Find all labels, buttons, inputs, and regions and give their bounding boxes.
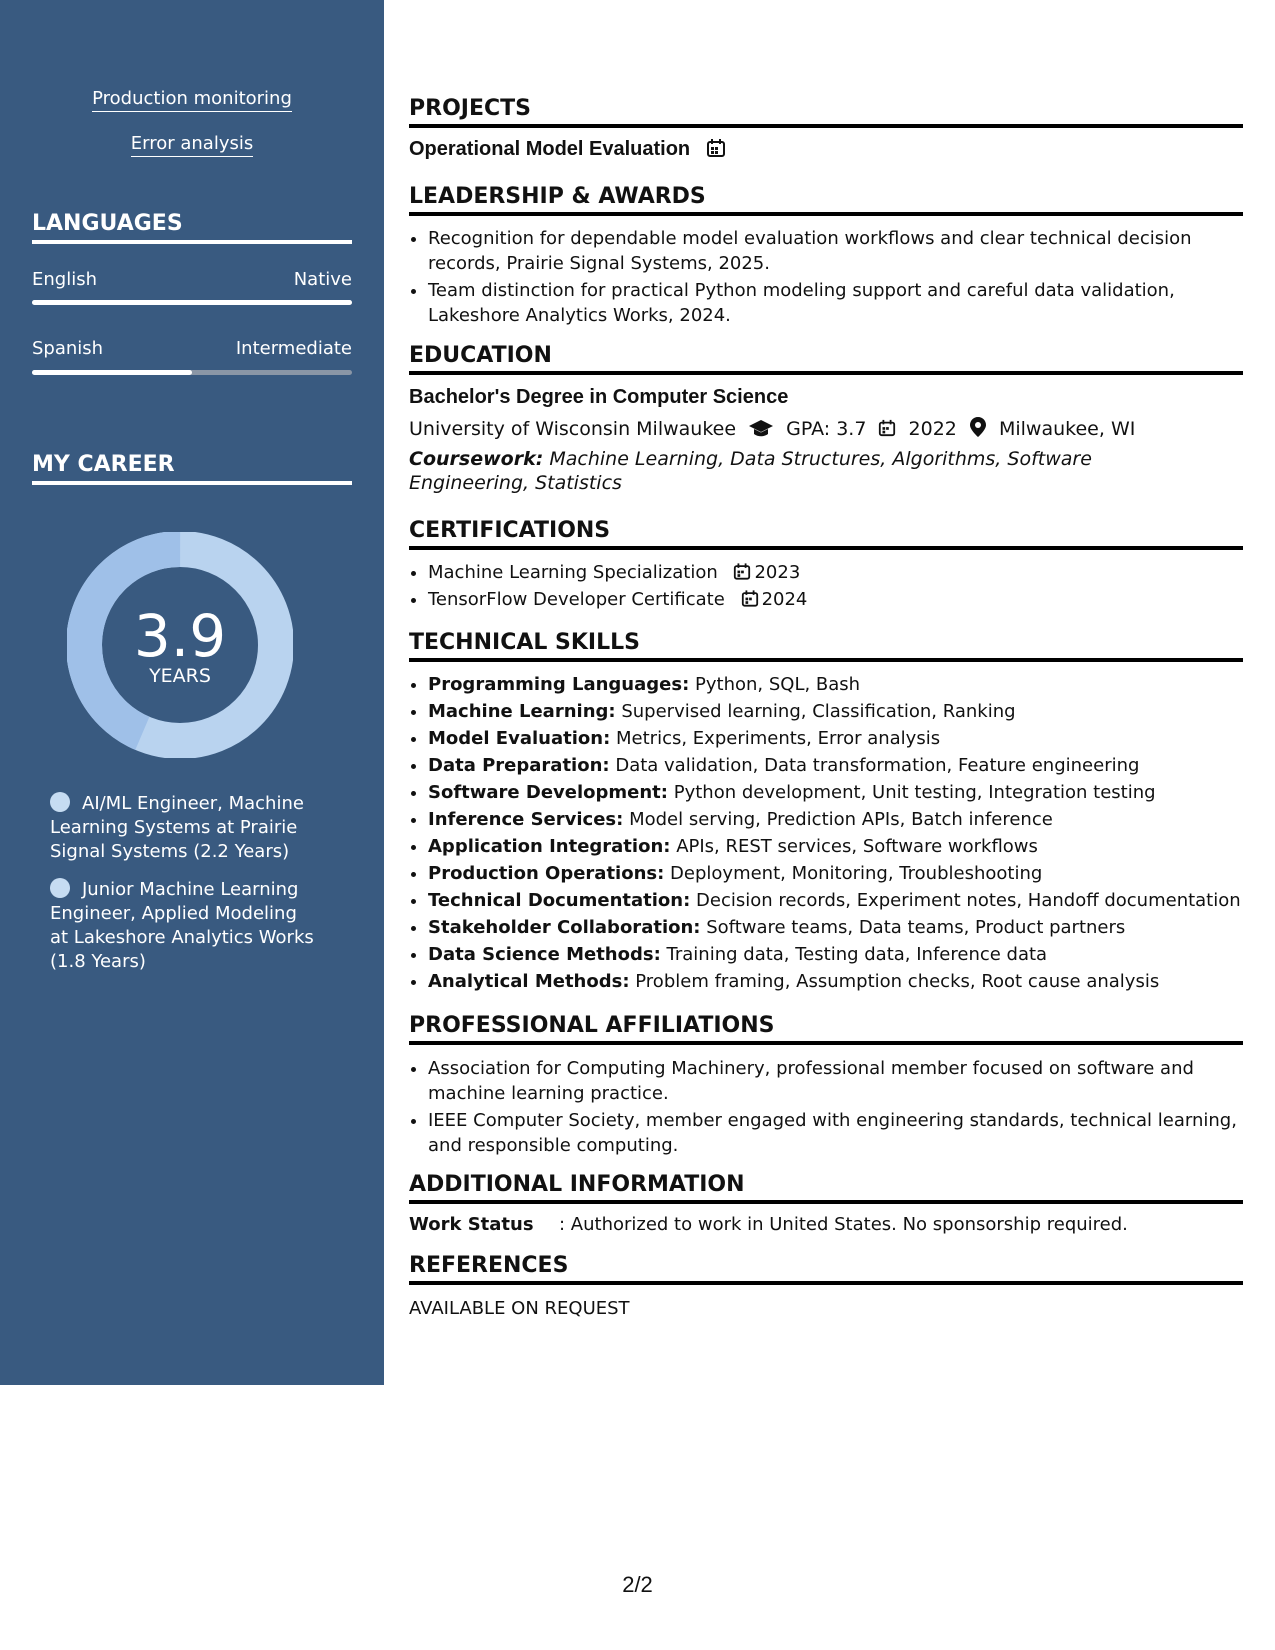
career-dot-icon — [50, 792, 70, 812]
list-item: • TensorFlow Developer Certificate 2024 — [428, 587, 1262, 612]
skill-item: • Inference Services: Model serving, Prediction APIs, Batch inference — [428, 806, 1262, 833]
leadership-list — [409, 226, 1262, 330]
language-bar-fill — [32, 370, 192, 375]
skill-link[interactable]: Error analysis — [0, 133, 384, 154]
career-years: 3.9 — [133, 602, 227, 670]
calendar-icon — [733, 562, 751, 581]
list-item: • Recognition for dependable model evaluation workflows and clear technical decision records, Prairie Signal Systems, 2025. — [428, 226, 1262, 276]
project-title: Operational Model Evaluation — [409, 138, 726, 161]
location-pin-icon — [969, 416, 987, 438]
language-name: Spanish — [32, 338, 104, 359]
affiliations-list — [409, 1056, 1262, 1160]
leadership-heading: LEADERSHIP & AWARDS — [409, 184, 1243, 216]
list-item: • Machine Learning Specialization 2023 — [428, 560, 1262, 585]
page-number: 2/2 — [622, 1572, 653, 1597]
skill-item: • Technical Documentation: Decision records, Experiment notes, Handoff documentation — [428, 887, 1262, 914]
skill-item: • Stakeholder Collaboration: Software teams, Data teams, Product partners — [428, 914, 1262, 941]
skill-item: • Software Development: Python development, Unit testing, Integration testing — [428, 779, 1262, 806]
career-years-label: YEARS — [149, 665, 211, 687]
language-row — [32, 269, 352, 290]
education-details — [409, 416, 1135, 440]
additional-info-heading: ADDITIONAL INFORMATION — [409, 1172, 1243, 1204]
projects-heading: PROJECTS — [409, 96, 1243, 128]
gpa: GPA: 3.7 — [786, 418, 867, 440]
career-list — [50, 792, 320, 988]
references-heading: REFERENCES — [409, 1253, 1243, 1285]
career-item: AI/ML Engineer, Machine Learning Systems at Prairie Signal Systems (2.2 Years) — [50, 793, 304, 862]
skills-heading: TECHNICAL SKILLS — [409, 630, 1243, 662]
career-dot-icon — [50, 878, 70, 898]
school-name: University of Wisconsin Milwaukee — [409, 418, 737, 440]
work-status — [409, 1214, 1128, 1235]
list-item: • Association for Computing Machinery, professional member focused on software and machine learning practice. — [428, 1056, 1262, 1106]
sidebar — [0, 0, 384, 1385]
calendar-icon — [741, 589, 759, 608]
skills-list — [409, 671, 1262, 995]
list-item: • IEEE Computer Society, member engaged with engineering standards, technical learning, and responsible computing. — [428, 1108, 1262, 1158]
language-level: Intermediate — [235, 338, 352, 359]
language-bar — [32, 300, 352, 305]
language-bar-fill — [32, 300, 352, 305]
graduation-cap-icon — [748, 418, 774, 438]
certifications-heading: CERTIFICATIONS — [409, 518, 1243, 550]
skill-link[interactable]: Production monitoring — [0, 88, 384, 109]
skill-item: • Application Integration: APIs, REST services, Software workflows — [428, 833, 1262, 860]
degree-title: Bachelor's Degree in Computer Science — [409, 386, 789, 408]
languages-heading: LANGUAGES — [32, 211, 352, 244]
language-row — [32, 338, 352, 359]
skill-item: • Programming Languages: Python, SQL, Bash — [428, 671, 1262, 698]
skill-item: • Model Evaluation: Metrics, Experiments, Error analysis — [428, 725, 1262, 752]
career-donut-chart — [67, 532, 293, 758]
affiliations-heading: PROFESSIONAL AFFILIATIONS — [409, 1013, 1243, 1045]
skill-item: • Machine Learning: Supervised learning, Classification, Ranking — [428, 698, 1262, 725]
skill-item: • Analytical Methods: Problem framing, Assumption checks, Root cause analysis — [428, 968, 1262, 995]
education-heading: EDUCATION — [409, 343, 1243, 375]
skill-item: • Data Science Methods: Training data, Testing data, Inference data — [428, 941, 1262, 968]
location: Milwaukee, WI — [998, 418, 1136, 440]
calendar-icon — [706, 138, 726, 158]
list-item: • Team distinction for practical Python modeling support and careful data validation, Lakeshore Analytics Works, 2024. — [428, 278, 1262, 328]
calendar-icon — [878, 418, 896, 438]
language-level: Native — [293, 269, 352, 290]
language-name: English — [32, 269, 97, 290]
work-status-value: : Authorized to work in United States. No sponsorship required. — [559, 1214, 1128, 1235]
skill-item: • Production Operations: Deployment, Monitoring, Troubleshooting — [428, 860, 1262, 887]
references-text: AVAILABLE ON REQUEST — [409, 1298, 630, 1319]
career-item: Junior Machine Learning Engineer, Applied Modeling at Lakeshore Analytics Works (1.8 Years) — [50, 879, 314, 972]
coursework: Coursework: Machine Learning, Data Structures, Algorithms, Software Engineering, Statistics — [409, 448, 1092, 494]
skill-item: • Data Preparation: Data validation, Data transformation, Feature engineering — [428, 752, 1262, 779]
graduation-year: 2022 — [908, 418, 957, 440]
work-status-label: Work Status — [409, 1214, 534, 1235]
certifications-list — [409, 560, 1262, 614]
language-bar — [32, 370, 352, 375]
career-heading: MY CAREER — [32, 452, 352, 485]
